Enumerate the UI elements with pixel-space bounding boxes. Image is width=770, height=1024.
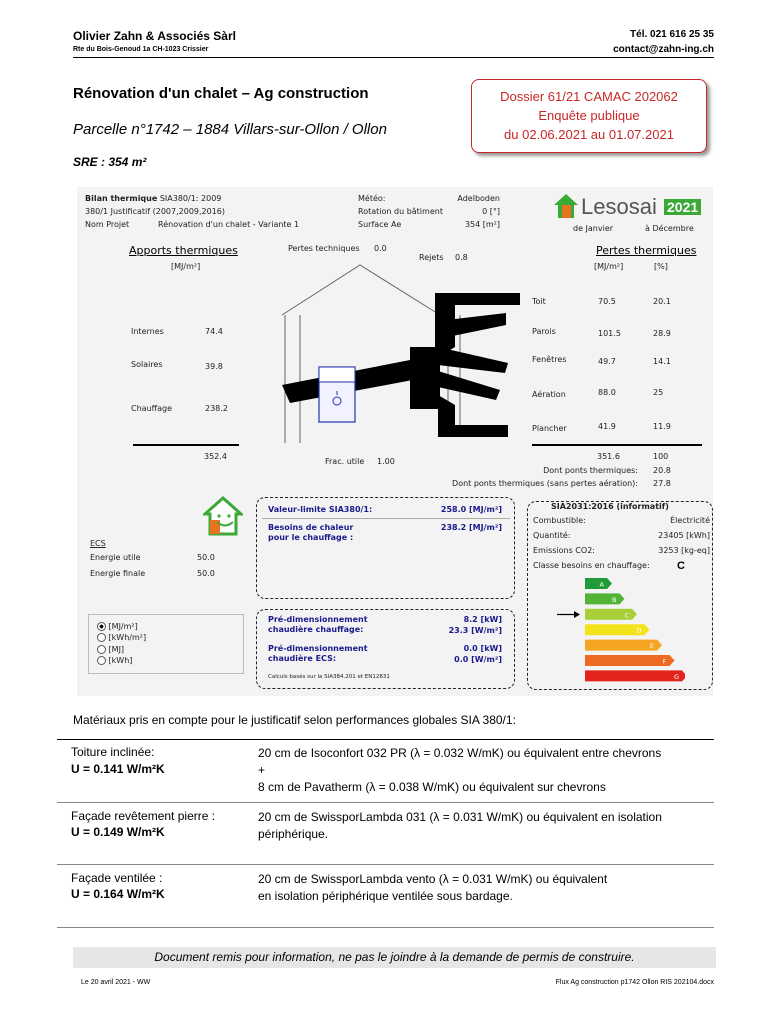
meteo-value: Adelboden bbox=[457, 194, 500, 203]
unit-label-kwh-m2: [kWh/m²] bbox=[108, 633, 147, 642]
material-desc-toiture bbox=[258, 745, 661, 796]
frac-value: 1.00 bbox=[377, 457, 395, 466]
material-name-toiture: Toiture inclinée: bbox=[71, 745, 155, 759]
material-u-facade-pierre: U = 0.149 W/m²K bbox=[71, 825, 165, 839]
footer-note: Document remis pour information, ne pas le joindre à la demande de permis de construire. bbox=[73, 947, 716, 968]
apports-value-solaires: 39.8 bbox=[205, 362, 223, 371]
materials-rule-1 bbox=[57, 802, 714, 803]
surface-label: Surface Ae bbox=[358, 220, 402, 229]
energy-class-letter-e: E bbox=[649, 642, 654, 651]
unit-label-kwh: [kWh] bbox=[108, 656, 133, 665]
surface-value: 354 [m²] bbox=[464, 220, 500, 229]
unit-option-kwh[interactable] bbox=[97, 656, 132, 665]
energy-class-bar-g bbox=[585, 670, 685, 681]
current-class-arrow-icon bbox=[557, 611, 580, 618]
rejets-value: 0.8 bbox=[455, 253, 468, 262]
lesosai-logo-icon bbox=[553, 193, 579, 219]
period-to: à Décembre bbox=[645, 224, 694, 233]
lesosai-year: 2021 bbox=[664, 199, 701, 215]
pertes-value-parois: 101.5 bbox=[598, 329, 621, 338]
sia2031-title: SIA2031:2016 (informatif) bbox=[548, 502, 672, 511]
material-desc-facade-pierre-line-2: périphérique. bbox=[258, 827, 329, 841]
materials-intro: Matériaux pris en compte pour le justificatif selon performances globales SIA 380/1: bbox=[73, 713, 516, 727]
pertes-total-rule bbox=[532, 444, 702, 446]
company-address: Rte du Bois-Genoud 1a CH-1023 Crissier bbox=[73, 46, 209, 53]
justif-text: 380/1 Justificatif (2007,2009,2016) bbox=[85, 207, 226, 216]
energy-class-scale bbox=[555, 577, 685, 685]
classe-label: Classe besoins en chauffage: bbox=[533, 561, 650, 570]
material-desc-toiture-line-1: 20 cm de Isoconfort 032 PR (λ = 0.032 W/mK) ou équivalent entre chevrons bbox=[258, 746, 662, 760]
energy-class-letter-f: F bbox=[662, 657, 667, 666]
project-title: Rénovation d'un chalet – Ag construction bbox=[73, 85, 369, 102]
stamp-line-2: Enquête publique bbox=[538, 108, 640, 123]
pertes-pct-toit: 20.1 bbox=[653, 297, 671, 306]
ecs-label-utile: Energie utile bbox=[90, 553, 141, 562]
pertes-total-pct: 100 bbox=[653, 452, 669, 461]
radio-unchecked-icon bbox=[97, 656, 106, 665]
nom-label: Nom Projet bbox=[85, 220, 130, 229]
material-desc-facade-ventilee bbox=[258, 871, 607, 905]
pertes-value-fenetres: 49.7 bbox=[598, 357, 616, 366]
sizing-ecs-value-2: 0.0 [W/m²] bbox=[454, 655, 502, 664]
limits-divider bbox=[262, 518, 510, 519]
sizing-chauffage-value-1: 8.2 [kW] bbox=[463, 615, 502, 624]
apports-title: Apports thermiques bbox=[129, 244, 238, 257]
pertes-pct-fenetres: 14.1 bbox=[653, 357, 671, 366]
bilan-line bbox=[85, 194, 221, 203]
valeur-limite-label: Valeur-limite SIA380/1: bbox=[268, 505, 373, 514]
ponts-sans-label: Dont ponts thermiques (sans pertes aération): bbox=[452, 479, 638, 488]
energy-class-letter-g: G bbox=[673, 672, 679, 681]
frac-label: Frac. utile bbox=[325, 457, 365, 466]
pertes-value-plancher: 41.9 bbox=[598, 422, 616, 431]
pertes-title: Pertes thermiques bbox=[596, 244, 697, 257]
footer-date: Le 20 avril 2021 - WW bbox=[81, 979, 151, 986]
ponts-label: Dont ponts thermiques: bbox=[543, 466, 638, 475]
unit-option-kwh-m2[interactable] bbox=[97, 633, 146, 642]
pertes-pct-parois: 28.9 bbox=[653, 329, 671, 338]
apports-total-rule bbox=[133, 444, 239, 446]
bilan-label: Bilan thermique bbox=[85, 194, 158, 203]
pertes-label-toit: Toit bbox=[532, 297, 546, 306]
energy-class-bar-b bbox=[585, 593, 625, 604]
project-sre: SRE : 354 m² bbox=[73, 155, 147, 169]
pertes-pct-plancher: 11.9 bbox=[653, 422, 671, 431]
radio-unchecked-icon bbox=[97, 633, 106, 642]
pertes-unit-1: [MJ/m²] bbox=[594, 262, 624, 271]
material-desc-facade-pierre-line-1: 20 cm de SwissporLambda 031 (λ = 0.031 W/mK) ou équivalent en isolation bbox=[258, 810, 662, 824]
materials-rule-2 bbox=[57, 864, 714, 865]
sizing-note: Calculs basés sur la SIA384.201 et EN12831 bbox=[268, 674, 390, 680]
unit-label-mj-m2: [MJ/m²] bbox=[108, 622, 138, 631]
pertes-label-aeration: Aération bbox=[532, 390, 566, 399]
apports-label-solaires: Solaires bbox=[131, 360, 163, 369]
besoins-value: 238.2 [MJ/m²] bbox=[440, 523, 502, 532]
pertes-total-value: 351.6 bbox=[597, 452, 620, 461]
pertes-label-parois: Parois bbox=[532, 327, 556, 336]
units-radio-group bbox=[88, 614, 244, 674]
unit-option-mj-m2[interactable] bbox=[97, 622, 138, 631]
energy-class-bar-a bbox=[585, 578, 612, 589]
flow-band bbox=[282, 293, 520, 437]
footer-file: Flux Ag construction p1742 Ollon RIS 202104.docx bbox=[555, 979, 714, 986]
material-name-facade-pierre: Façade revêtement pierre : bbox=[71, 809, 216, 823]
pertes-tech-label: Pertes techniques bbox=[288, 244, 360, 253]
ecs-value-finale: 50.0 bbox=[197, 569, 215, 578]
sizing-ecs-label-1: Pré-dimensionnement bbox=[268, 644, 368, 653]
pertes-tech-value: 0.0 bbox=[374, 244, 387, 253]
stamp-line-1: Dossier 61/21 CAMAC 202062 bbox=[500, 89, 678, 104]
pertes-label-fenetres: Fenêtres bbox=[532, 355, 567, 364]
energy-class-letter-c: C bbox=[624, 611, 629, 620]
ponts-sans-value: 27.8 bbox=[653, 479, 671, 488]
unit-label-mj: [MJ] bbox=[108, 645, 125, 654]
apports-value-internes: 74.4 bbox=[205, 327, 223, 336]
heat-flow-diagram bbox=[260, 255, 540, 450]
besoins-label-1: Besoins de chaleur bbox=[268, 523, 354, 532]
sizing-chauffage-value-2: 23.3 [W/m²] bbox=[448, 626, 502, 635]
company-name: Olivier Zahn & Associés Sàrl bbox=[73, 29, 236, 43]
meteo-label: Météo: bbox=[358, 194, 386, 203]
classe-value: C bbox=[677, 560, 685, 572]
ecs-title: ECS bbox=[90, 539, 106, 548]
apports-label-internes: Internes bbox=[131, 327, 164, 336]
rejets-label: Rejets bbox=[419, 253, 444, 262]
pertes-value-aeration: 88.0 bbox=[598, 388, 616, 397]
energy-class-letter-a: A bbox=[599, 580, 604, 589]
pertes-unit-2: [%] bbox=[654, 262, 668, 271]
materials-top-rule bbox=[57, 739, 714, 740]
apports-label-chauffage: Chauffage bbox=[131, 404, 173, 413]
energy-class-letter-d: D bbox=[636, 626, 642, 635]
material-name-facade-ventilee: Façade ventilée : bbox=[71, 871, 163, 885]
ecs-label-finale: Energie finale bbox=[90, 569, 146, 578]
apports-unit: [MJ/m²] bbox=[171, 262, 201, 271]
quantite-value: 23405 [kWh] bbox=[658, 531, 710, 540]
rotation-label: Rotation du bâtiment bbox=[358, 207, 443, 216]
pertes-value-toit: 70.5 bbox=[598, 297, 616, 306]
material-u-facade-ventilee: U = 0.164 W/m²K bbox=[71, 887, 165, 901]
period-from: de Janvier bbox=[573, 224, 614, 233]
material-desc-facade-pierre bbox=[258, 809, 662, 843]
project-parcel: Parcelle n°1742 – 1884 Villars-sur-Ollon / Ollon bbox=[73, 121, 387, 138]
apports-value-chauffage: 238.2 bbox=[205, 404, 228, 413]
material-desc-toiture-line-2: + bbox=[258, 763, 266, 777]
combustible-label: Combustible: bbox=[533, 516, 586, 525]
materials-bottom-rule bbox=[57, 927, 714, 928]
valeur-limite-value: 258.0 [MJ/m²] bbox=[440, 505, 502, 514]
apports-total: 352.4 bbox=[204, 452, 227, 461]
sizing-ecs-value-1: 0.0 [kW] bbox=[463, 644, 502, 653]
boiler-icon bbox=[319, 367, 355, 422]
bilan-value: SIA380/1: 2009 bbox=[159, 194, 222, 203]
combustible-value: Électricité bbox=[670, 516, 710, 525]
dossier-stamp bbox=[471, 79, 707, 153]
company-phone: Tél. 021 616 25 35 bbox=[630, 29, 714, 40]
energy-class-bar-f bbox=[585, 655, 675, 666]
material-u-toiture: U = 0.141 W/m²K bbox=[71, 762, 165, 776]
sizing-chauffage-label-2: chaudière chauffage: bbox=[268, 625, 364, 634]
stamp-line-3: du 02.06.2021 au 01.07.2021 bbox=[504, 127, 674, 142]
radio-checked-icon bbox=[97, 622, 106, 631]
material-desc-facade-ventilee-line-2: en isolation périphérique ventilée sous bardage. bbox=[258, 889, 513, 903]
energy-house-icon bbox=[203, 496, 243, 536]
material-desc-toiture-line-3: 8 cm de Pavatherm (λ = 0.038 W/mK) ou équivalent sur chevrons bbox=[258, 780, 606, 794]
rotation-value: 0 [°] bbox=[482, 207, 500, 216]
besoins-label-2: pour le chauffage : bbox=[268, 533, 354, 542]
co2-label: Emissions CO2: bbox=[533, 546, 595, 555]
ponts-value: 20.8 bbox=[653, 466, 671, 475]
unit-option-mj[interactable] bbox=[97, 645, 124, 654]
ecs-value-utile: 50.0 bbox=[197, 553, 215, 562]
co2-value: 3253 [kg-eq] bbox=[658, 546, 710, 555]
energy-class-letter-b: B bbox=[612, 595, 617, 604]
material-desc-facade-ventilee-line-1: 20 cm de SwissporLambda vento (λ = 0.031 W/mK) ou équivalent bbox=[258, 872, 608, 886]
nom-value: Rénovation d'un chalet - Variante 1 bbox=[158, 220, 300, 229]
pertes-pct-aeration: 25 bbox=[653, 388, 664, 397]
sizing-chauffage-label-1: Pré-dimensionnement bbox=[268, 615, 368, 624]
pertes-label-plancher: Plancher bbox=[532, 424, 567, 433]
quantite-label: Quantité: bbox=[533, 531, 571, 540]
sizing-ecs-label-2: chaudière ECS: bbox=[268, 654, 337, 663]
lesosai-brand: Lesosai bbox=[581, 194, 657, 219]
header-rule bbox=[73, 57, 714, 58]
radio-unchecked-icon bbox=[97, 645, 106, 654]
energy-class-bar-c bbox=[585, 609, 637, 620]
company-email[interactable]: contact@zahn-ing.ch bbox=[613, 44, 714, 55]
